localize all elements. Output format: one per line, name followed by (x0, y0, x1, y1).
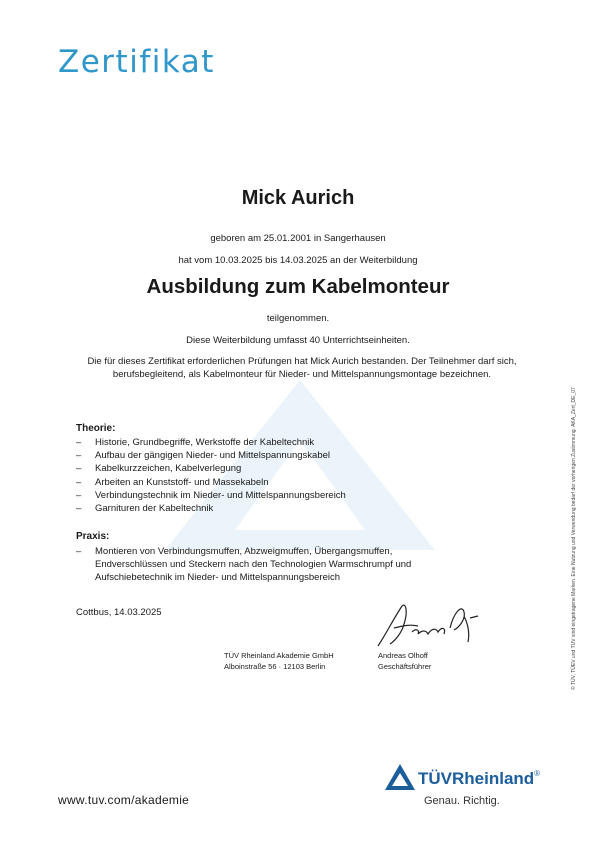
theory-heading: Theorie: (76, 423, 116, 434)
organization-block (224, 650, 334, 672)
signer-block (378, 650, 431, 672)
list-item: – Kabelkurzzeichen, Kabelverlegung (76, 462, 346, 475)
registered-mark: ® (534, 769, 541, 778)
list-item: – Garnituren der Kabeltechnik (76, 502, 346, 515)
theory-list (76, 436, 346, 515)
birth-line: geboren am 25.01.2001 in Sangerhausen (210, 233, 386, 244)
list-item: – Arbeiten an Kunststoff- und Massekabeln (76, 476, 346, 489)
list-item: – Historie, Grundbegriffe, Werkstoffe der Kabeltechnik (76, 436, 346, 449)
list-item: – Aufbau der gängigen Nieder- und Mittelspannungskabel (76, 449, 346, 462)
signer-name: Andreas Olhoff (378, 651, 428, 660)
recipient-name: Mick Aurich (241, 187, 355, 209)
signer-title: Geschäftsführer (378, 662, 432, 671)
units-line: Diese Weiterbildung umfasst 40 Unterrichtseinheiten. (186, 335, 410, 346)
signature (372, 598, 482, 656)
practice-list (76, 545, 466, 585)
website-link[interactable]: www.tuv.com/akademie (58, 793, 190, 807)
organization-name: TÜV Rheinland Akademie GmbH (224, 651, 334, 660)
brand-tagline: Genau. Richtig. (424, 795, 500, 807)
brand-logo-text (418, 769, 540, 789)
certificate-title: Zertifikat (58, 44, 215, 80)
place-date: Cottbus, 14.03.2025 (76, 607, 162, 618)
participated-line: teilgenommen. (266, 313, 330, 324)
organization-address: Alboinstraße 56 · 12103 Berlin (224, 662, 326, 671)
side-legal-note: © TÜV, TÜEV und TUV sind eingetragene Marken. Eine Nutzung und Verwendung bedarf der vorherigen Zustimmung. AKA_Zert_DE_07 (571, 387, 577, 690)
course-title: Ausbildung zum Kabelmonteur (146, 275, 450, 298)
tuv-triangle-icon (384, 763, 416, 791)
exam-statement: Die für dieses Zertifikat erforderlichen Prüfungen hat Mick Aurich bestanden. Der Teilnehmer darf sich, berufsbegleitend, als Kabelmonteur für Nieder- und Mittelspannungsmontage bezeichnen. (87, 356, 517, 380)
brand-name: TÜVRheinland (418, 769, 535, 788)
practice-heading: Praxis: (76, 531, 110, 542)
list-item: – Verbindungstechnik im Nieder- und Mittelspannungsbereich (76, 489, 346, 502)
list-item: – Montieren von Verbindungsmuffen, Abzweigmuffen, Übergangsmuffen, Endverschlüssen und Steckern nach den Technologien Warmschrumpf und Aufschiebetechnik im Nieder- und Mittelspannungsbereich (76, 545, 466, 585)
period-line: hat vom 10.03.2025 bis 14.03.2025 an der Weiterbildung (178, 255, 418, 266)
